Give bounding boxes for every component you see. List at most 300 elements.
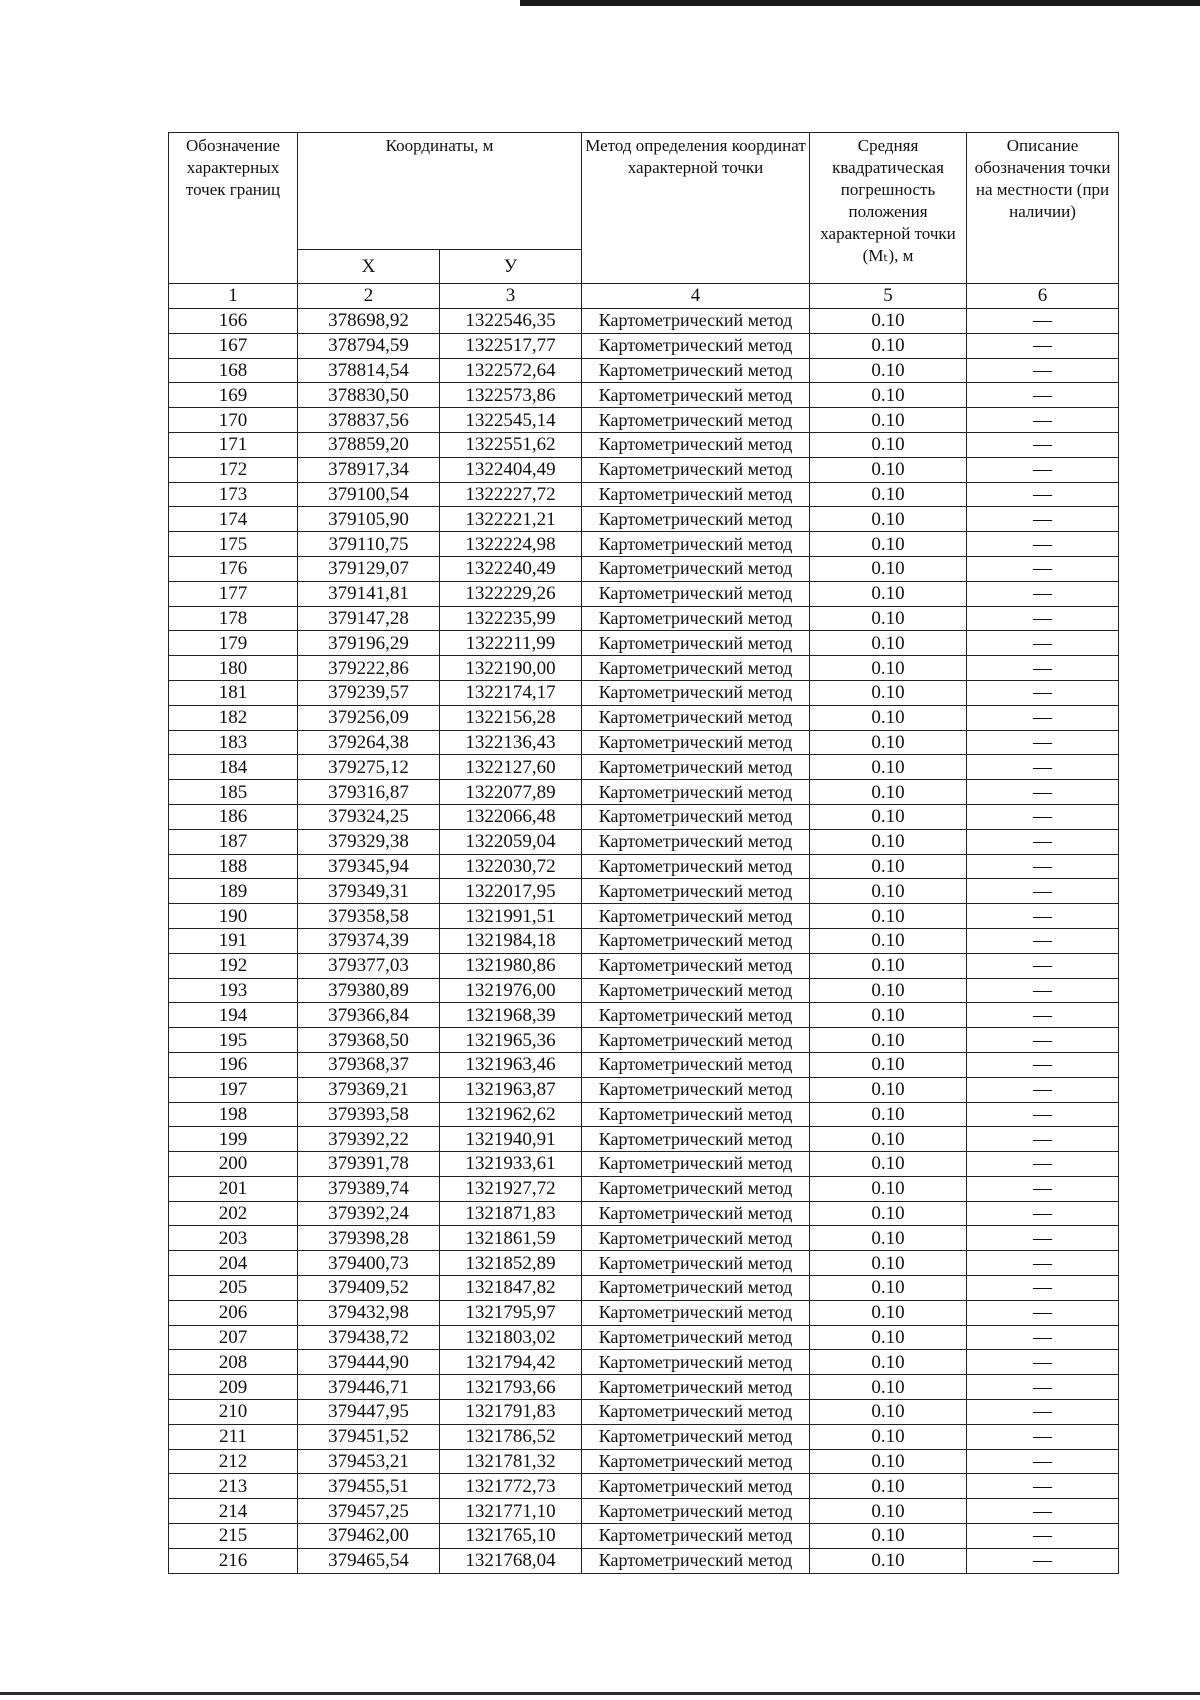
point-number-cell: 191 <box>169 928 298 953</box>
table-row <box>169 606 1119 631</box>
method-cell: Картометрический метод <box>582 333 810 358</box>
table-row <box>169 780 1119 805</box>
error-cell: 0.10 <box>810 879 967 904</box>
x-coordinate-cell: 379256,09 <box>298 705 440 730</box>
x-coordinate-cell: 379377,03 <box>298 953 440 978</box>
point-number-cell: 214 <box>169 1499 298 1524</box>
description-cell: — <box>967 1325 1119 1350</box>
method-cell: Картометрический метод <box>582 656 810 681</box>
method-cell: Картометрический метод <box>582 730 810 755</box>
table-row <box>169 730 1119 755</box>
x-coordinate-cell: 379324,25 <box>298 804 440 829</box>
description-cell: — <box>967 358 1119 383</box>
description-cell: — <box>967 1028 1119 1053</box>
point-number-cell: 205 <box>169 1276 298 1301</box>
description-cell: — <box>967 631 1119 656</box>
error-cell: 0.10 <box>810 978 967 1003</box>
column-number-row <box>169 284 1119 309</box>
error-cell: 0.10 <box>810 1325 967 1350</box>
x-coordinate-cell: 379368,37 <box>298 1052 440 1077</box>
description-cell: — <box>967 556 1119 581</box>
table-row <box>169 928 1119 953</box>
description-cell: — <box>967 680 1119 705</box>
point-number-cell: 176 <box>169 556 298 581</box>
y-coordinate-cell: 1321786,52 <box>440 1424 582 1449</box>
method-cell: Картометрический метод <box>582 1276 810 1301</box>
description-cell: — <box>967 432 1119 457</box>
error-cell: 0.10 <box>810 1102 967 1127</box>
method-cell: Картометрический метод <box>582 1499 810 1524</box>
point-number-cell: 199 <box>169 1127 298 1152</box>
description-cell: — <box>967 730 1119 755</box>
description-cell: — <box>967 1499 1119 1524</box>
point-number-cell: 212 <box>169 1449 298 1474</box>
method-cell: Картометрический метод <box>582 507 810 532</box>
error-cell: 0.10 <box>810 532 967 557</box>
description-cell: — <box>967 1276 1119 1301</box>
x-coordinate-cell: 379366,84 <box>298 1003 440 1028</box>
point-number-cell: 190 <box>169 904 298 929</box>
description-cell: — <box>967 457 1119 482</box>
column-number: 2 <box>298 284 440 309</box>
method-cell: Картометрический метод <box>582 1400 810 1425</box>
error-cell: 0.10 <box>810 1152 967 1177</box>
error-cell: 0.10 <box>810 358 967 383</box>
method-cell: Картометрический метод <box>582 606 810 631</box>
point-number-cell: 177 <box>169 581 298 606</box>
error-cell: 0.10 <box>810 1375 967 1400</box>
y-coordinate-cell: 1321927,72 <box>440 1176 582 1201</box>
table-row <box>169 1052 1119 1077</box>
method-cell: Картометрический метод <box>582 904 810 929</box>
method-cell: Картометрический метод <box>582 1028 810 1053</box>
table-row <box>169 1127 1119 1152</box>
error-cell: 0.10 <box>810 1127 967 1152</box>
point-number-cell: 208 <box>169 1350 298 1375</box>
error-cell: 0.10 <box>810 680 967 705</box>
y-coordinate-cell: 1322211,99 <box>440 631 582 656</box>
method-cell: Картометрический метод <box>582 705 810 730</box>
x-coordinate-cell: 379432,98 <box>298 1300 440 1325</box>
error-cell: 0.10 <box>810 928 967 953</box>
description-cell: — <box>967 408 1119 433</box>
description-cell: — <box>967 1524 1119 1549</box>
description-cell: — <box>967 383 1119 408</box>
x-coordinate-cell: 379393,58 <box>298 1102 440 1127</box>
error-cell: 0.10 <box>810 1300 967 1325</box>
coordinates-table <box>168 132 1119 1574</box>
point-number-cell: 202 <box>169 1201 298 1226</box>
table-row <box>169 309 1119 334</box>
method-cell: Картометрический метод <box>582 1127 810 1152</box>
point-number-cell: 171 <box>169 432 298 457</box>
description-cell: — <box>967 1077 1119 1102</box>
point-number-cell: 198 <box>169 1102 298 1127</box>
method-cell: Картометрический метод <box>582 1052 810 1077</box>
description-cell: — <box>967 1052 1119 1077</box>
table-row <box>169 532 1119 557</box>
table-row <box>169 333 1119 358</box>
method-cell: Картометрический метод <box>582 408 810 433</box>
x-coordinate-cell: 379316,87 <box>298 780 440 805</box>
method-cell: Картометрический метод <box>582 631 810 656</box>
y-coordinate-cell: 1321965,36 <box>440 1028 582 1053</box>
x-coordinate-cell: 379196,29 <box>298 631 440 656</box>
error-cell: 0.10 <box>810 631 967 656</box>
error-cell: 0.10 <box>810 1176 967 1201</box>
column-number: 6 <box>967 284 1119 309</box>
description-cell: — <box>967 532 1119 557</box>
table-row <box>169 1400 1119 1425</box>
point-number-cell: 180 <box>169 656 298 681</box>
method-cell: Картометрический метод <box>582 581 810 606</box>
error-cell: 0.10 <box>810 333 967 358</box>
table-row <box>169 457 1119 482</box>
method-cell: Картометрический метод <box>582 1176 810 1201</box>
point-number-cell: 213 <box>169 1474 298 1499</box>
header-point: Обозначение характерных точек границ <box>169 133 298 284</box>
x-coordinate-cell: 379392,24 <box>298 1201 440 1226</box>
point-number-cell: 194 <box>169 1003 298 1028</box>
x-coordinate-cell: 379329,38 <box>298 829 440 854</box>
error-cell: 0.10 <box>810 1028 967 1053</box>
point-number-cell: 216 <box>169 1548 298 1573</box>
column-number: 4 <box>582 284 810 309</box>
description-cell: — <box>967 656 1119 681</box>
point-number-cell: 203 <box>169 1226 298 1251</box>
description-cell: — <box>967 705 1119 730</box>
description-cell: — <box>967 1350 1119 1375</box>
x-coordinate-cell: 379447,95 <box>298 1400 440 1425</box>
table-row <box>169 1499 1119 1524</box>
error-cell: 0.10 <box>810 854 967 879</box>
table-row <box>169 1077 1119 1102</box>
header-y: У <box>440 250 582 284</box>
table-row <box>169 1152 1119 1177</box>
table-row <box>169 854 1119 879</box>
y-coordinate-cell: 1322227,72 <box>440 482 582 507</box>
table-row <box>169 804 1119 829</box>
error-cell: 0.10 <box>810 1524 967 1549</box>
point-number-cell: 210 <box>169 1400 298 1425</box>
table-row <box>169 1276 1119 1301</box>
x-coordinate-cell: 378794,59 <box>298 333 440 358</box>
description-cell: — <box>967 333 1119 358</box>
y-coordinate-cell: 1322174,17 <box>440 680 582 705</box>
y-coordinate-cell: 1321771,10 <box>440 1499 582 1524</box>
x-coordinate-cell: 379462,00 <box>298 1524 440 1549</box>
point-number-cell: 204 <box>169 1251 298 1276</box>
x-coordinate-cell: 379349,31 <box>298 879 440 904</box>
method-cell: Картометрический метод <box>582 953 810 978</box>
method-cell: Картометрический метод <box>582 432 810 457</box>
y-coordinate-cell: 1322127,60 <box>440 755 582 780</box>
y-coordinate-cell: 1321794,42 <box>440 1350 582 1375</box>
table-row <box>169 1325 1119 1350</box>
error-cell: 0.10 <box>810 705 967 730</box>
point-number-cell: 192 <box>169 953 298 978</box>
error-cell: 0.10 <box>810 804 967 829</box>
y-coordinate-cell: 1321980,86 <box>440 953 582 978</box>
error-cell: 0.10 <box>810 1251 967 1276</box>
y-coordinate-cell: 1322156,28 <box>440 705 582 730</box>
y-coordinate-cell: 1321795,97 <box>440 1300 582 1325</box>
method-cell: Картометрический метод <box>582 1524 810 1549</box>
table-row <box>169 408 1119 433</box>
method-cell: Картометрический метод <box>582 829 810 854</box>
description-cell: — <box>967 978 1119 1003</box>
table-row <box>169 383 1119 408</box>
point-number-cell: 195 <box>169 1028 298 1053</box>
error-cell: 0.10 <box>810 309 967 334</box>
table-row <box>169 978 1119 1003</box>
description-cell: — <box>967 1548 1119 1573</box>
table-row <box>169 1350 1119 1375</box>
description-cell: — <box>967 1176 1119 1201</box>
x-coordinate-cell: 378859,20 <box>298 432 440 457</box>
x-coordinate-cell: 379368,50 <box>298 1028 440 1053</box>
y-coordinate-cell: 1322546,35 <box>440 309 582 334</box>
x-coordinate-cell: 379457,25 <box>298 1499 440 1524</box>
description-cell: — <box>967 1251 1119 1276</box>
point-number-cell: 201 <box>169 1176 298 1201</box>
y-coordinate-cell: 1321803,02 <box>440 1325 582 1350</box>
description-cell: — <box>967 606 1119 631</box>
y-coordinate-cell: 1322077,89 <box>440 780 582 805</box>
table-row <box>169 556 1119 581</box>
column-number: 1 <box>169 284 298 309</box>
y-coordinate-cell: 1322030,72 <box>440 854 582 879</box>
description-cell: — <box>967 1127 1119 1152</box>
method-cell: Картометрический метод <box>582 1474 810 1499</box>
error-cell: 0.10 <box>810 904 967 929</box>
error-cell: 0.10 <box>810 953 967 978</box>
header-x: Х <box>298 250 440 284</box>
x-coordinate-cell: 379409,52 <box>298 1276 440 1301</box>
error-cell: 0.10 <box>810 1548 967 1573</box>
point-number-cell: 184 <box>169 755 298 780</box>
error-cell: 0.10 <box>810 755 967 780</box>
y-coordinate-cell: 1321791,83 <box>440 1400 582 1425</box>
point-number-cell: 179 <box>169 631 298 656</box>
scan-edge-bottom <box>0 1692 1200 1695</box>
description-cell: — <box>967 755 1119 780</box>
description-cell: — <box>967 1102 1119 1127</box>
table-row <box>169 829 1119 854</box>
x-coordinate-cell: 379380,89 <box>298 978 440 1003</box>
x-coordinate-cell: 379100,54 <box>298 482 440 507</box>
method-cell: Картометрический метод <box>582 928 810 953</box>
description-cell: — <box>967 1375 1119 1400</box>
table-row <box>169 904 1119 929</box>
point-number-cell: 167 <box>169 333 298 358</box>
table-row <box>169 1176 1119 1201</box>
point-number-cell: 186 <box>169 804 298 829</box>
point-number-cell: 200 <box>169 1152 298 1177</box>
point-number-cell: 187 <box>169 829 298 854</box>
description-cell: — <box>967 879 1119 904</box>
method-cell: Картометрический метод <box>582 383 810 408</box>
description-cell: — <box>967 1300 1119 1325</box>
y-coordinate-cell: 1322136,43 <box>440 730 582 755</box>
point-number-cell: 172 <box>169 457 298 482</box>
x-coordinate-cell: 379374,39 <box>298 928 440 953</box>
y-coordinate-cell: 1321768,04 <box>440 1548 582 1573</box>
y-coordinate-cell: 1321852,89 <box>440 1251 582 1276</box>
table-body <box>169 309 1119 1574</box>
error-cell: 0.10 <box>810 507 967 532</box>
x-coordinate-cell: 379239,57 <box>298 680 440 705</box>
error-cell: 0.10 <box>810 1350 967 1375</box>
error-cell: 0.10 <box>810 1499 967 1524</box>
method-cell: Картометрический метод <box>582 1350 810 1375</box>
y-coordinate-cell: 1322066,48 <box>440 804 582 829</box>
method-cell: Картометрический метод <box>582 1548 810 1573</box>
error-cell: 0.10 <box>810 457 967 482</box>
table-row <box>169 705 1119 730</box>
point-number-cell: 174 <box>169 507 298 532</box>
table-row <box>169 879 1119 904</box>
y-coordinate-cell: 1322573,86 <box>440 383 582 408</box>
table-row <box>169 755 1119 780</box>
description-cell: — <box>967 1152 1119 1177</box>
error-cell: 0.10 <box>810 581 967 606</box>
x-coordinate-cell: 379147,28 <box>298 606 440 631</box>
error-cell: 0.10 <box>810 606 967 631</box>
y-coordinate-cell: 1321991,51 <box>440 904 582 929</box>
method-cell: Картометрический метод <box>582 1375 810 1400</box>
method-cell: Картометрический метод <box>582 780 810 805</box>
y-coordinate-cell: 1322229,26 <box>440 581 582 606</box>
y-coordinate-cell: 1321781,32 <box>440 1449 582 1474</box>
point-number-cell: 188 <box>169 854 298 879</box>
point-number-cell: 189 <box>169 879 298 904</box>
error-cell: 0.10 <box>810 1052 967 1077</box>
error-cell: 0.10 <box>810 1226 967 1251</box>
y-coordinate-cell: 1321963,87 <box>440 1077 582 1102</box>
table-row <box>169 1449 1119 1474</box>
y-coordinate-cell: 1322224,98 <box>440 532 582 557</box>
x-coordinate-cell: 379438,72 <box>298 1325 440 1350</box>
table-row <box>169 1548 1119 1573</box>
error-cell: 0.10 <box>810 1449 967 1474</box>
table-row <box>169 953 1119 978</box>
header-coordinates: Координаты, м <box>298 133 582 250</box>
method-cell: Картометрический метод <box>582 1300 810 1325</box>
y-coordinate-cell: 1321765,10 <box>440 1524 582 1549</box>
description-cell: — <box>967 780 1119 805</box>
point-number-cell: 211 <box>169 1424 298 1449</box>
x-coordinate-cell: 378698,92 <box>298 309 440 334</box>
description-cell: — <box>967 1003 1119 1028</box>
table-row <box>169 1375 1119 1400</box>
error-cell: 0.10 <box>810 482 967 507</box>
point-number-cell: 206 <box>169 1300 298 1325</box>
error-cell: 0.10 <box>810 408 967 433</box>
point-number-cell: 193 <box>169 978 298 1003</box>
method-cell: Картометрический метод <box>582 1003 810 1028</box>
y-coordinate-cell: 1322404,49 <box>440 457 582 482</box>
y-coordinate-cell: 1322517,77 <box>440 333 582 358</box>
table-row <box>169 680 1119 705</box>
table-row <box>169 432 1119 457</box>
error-cell: 0.10 <box>810 1201 967 1226</box>
description-cell: — <box>967 1400 1119 1425</box>
y-coordinate-cell: 1322221,21 <box>440 507 582 532</box>
method-cell: Картометрический метод <box>582 854 810 879</box>
table-row <box>169 1003 1119 1028</box>
x-coordinate-cell: 378917,34 <box>298 457 440 482</box>
method-cell: Картометрический метод <box>582 755 810 780</box>
method-cell: Картометрический метод <box>582 358 810 383</box>
y-coordinate-cell: 1322240,49 <box>440 556 582 581</box>
method-cell: Картометрический метод <box>582 1102 810 1127</box>
x-coordinate-cell: 379275,12 <box>298 755 440 780</box>
x-coordinate-cell: 379389,74 <box>298 1176 440 1201</box>
header-method: Метод определения координат характерной точки <box>582 133 810 284</box>
error-cell: 0.10 <box>810 780 967 805</box>
x-coordinate-cell: 379222,86 <box>298 656 440 681</box>
point-number-cell: 196 <box>169 1052 298 1077</box>
table-row <box>169 1424 1119 1449</box>
description-cell: — <box>967 904 1119 929</box>
y-coordinate-cell: 1322572,64 <box>440 358 582 383</box>
error-cell: 0.10 <box>810 656 967 681</box>
method-cell: Картометрический метод <box>582 879 810 904</box>
x-coordinate-cell: 379110,75 <box>298 532 440 557</box>
x-coordinate-cell: 379444,90 <box>298 1350 440 1375</box>
y-coordinate-cell: 1321962,62 <box>440 1102 582 1127</box>
description-cell: — <box>967 507 1119 532</box>
x-coordinate-cell: 378814,54 <box>298 358 440 383</box>
scan-edge-top <box>520 0 1200 6</box>
method-cell: Картометрический метод <box>582 556 810 581</box>
point-number-cell: 197 <box>169 1077 298 1102</box>
description-cell: — <box>967 1226 1119 1251</box>
x-coordinate-cell: 379455,51 <box>298 1474 440 1499</box>
point-number-cell: 178 <box>169 606 298 631</box>
x-coordinate-cell: 379398,28 <box>298 1226 440 1251</box>
method-cell: Картометрический метод <box>582 804 810 829</box>
x-coordinate-cell: 378837,56 <box>298 408 440 433</box>
table-row <box>169 581 1119 606</box>
y-coordinate-cell: 1322551,62 <box>440 432 582 457</box>
x-coordinate-cell: 379141,81 <box>298 581 440 606</box>
y-coordinate-cell: 1322235,99 <box>440 606 582 631</box>
y-coordinate-cell: 1322545,14 <box>440 408 582 433</box>
header-error: Средняя квадратическая погрешность положения характерной точки (Мₜ), м <box>810 133 967 284</box>
y-coordinate-cell: 1321963,46 <box>440 1052 582 1077</box>
table-row <box>169 1524 1119 1549</box>
y-coordinate-cell: 1321772,73 <box>440 1474 582 1499</box>
error-cell: 0.10 <box>810 1400 967 1425</box>
header-description: Описание обозначения точки на местности (при наличии) <box>967 133 1119 284</box>
x-coordinate-cell: 379391,78 <box>298 1152 440 1177</box>
x-coordinate-cell: 379345,94 <box>298 854 440 879</box>
point-number-cell: 181 <box>169 680 298 705</box>
method-cell: Картометрический метод <box>582 1424 810 1449</box>
description-cell: — <box>967 1424 1119 1449</box>
y-coordinate-cell: 1321940,91 <box>440 1127 582 1152</box>
method-cell: Картометрический метод <box>582 1077 810 1102</box>
table-header <box>169 133 1119 309</box>
method-cell: Картометрический метод <box>582 1251 810 1276</box>
method-cell: Картометрический метод <box>582 1449 810 1474</box>
point-number-cell: 207 <box>169 1325 298 1350</box>
y-coordinate-cell: 1321861,59 <box>440 1226 582 1251</box>
y-coordinate-cell: 1321968,39 <box>440 1003 582 1028</box>
table-row <box>169 482 1119 507</box>
